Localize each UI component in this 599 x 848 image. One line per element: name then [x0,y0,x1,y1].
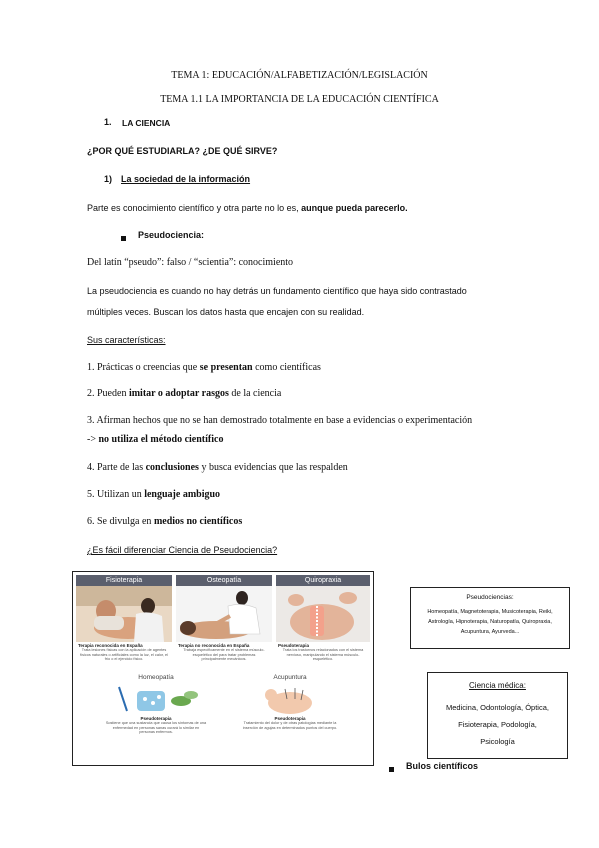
title-line-1: TEMA 1: EDUCACIÓN/ALFABETIZACIÓN/LEGISLACIÓN [171,70,428,81]
characteristics-heading: Sus características: [87,335,166,345]
ciencia-medica-box [427,672,568,759]
osteopathy-image [176,586,272,642]
card-fisioterapia-title: Fisioterapia [76,575,172,586]
card-quiropraxia-caption: Pseudoterapia [278,643,310,648]
ciencia-medica-line-3: Psicología [480,737,515,746]
pseudociencias-line-2: Astrología, Hipnoterapia, Naturopatía, Quiropraxia, [428,619,552,625]
card-acupuntura [235,674,345,730]
characteristic-4-pre: 4. Parte de las [87,462,146,473]
characteristic-4 [87,462,348,473]
characteristic-6-pre: 6. Se divulga en [87,516,154,527]
massage-image [76,586,172,642]
ciencia-medica-line-1: Medicina, Odontología, Óptica, [446,703,549,712]
characteristic-5-bold: lenguaje ambiguo [144,489,221,500]
card-homeopatia-title: Homeopatía [138,674,174,681]
subsection-title: La sociedad de la información [121,174,251,184]
title-line-2: TEMA 1.1 LA IMPORTANCIA DE LA EDUCACIÓN CIENTÍFICA [160,94,439,105]
card-acupuntura-caption: Pseudoterapia [274,716,306,721]
characteristic-5-pre: 5. Utilizan un [87,489,145,500]
characteristic-1 [87,362,321,373]
card-osteopatia-caption: Terapia no reconocida en España [178,643,250,648]
characteristic-2-post: de la ciencia [228,388,282,399]
characteristic-4-post: y busca evidencias que las respalden [198,462,348,473]
characteristic-6-bold: medios no científicos [153,516,243,527]
paragraph-2-line-2: múltiples veces. Buscan los datos hasta que encajen con su realidad. [87,307,365,317]
paragraph-2-line-1: La pseudociencia es cuando no hay detrás un fundamento científico que haya sido contrastado [87,286,467,296]
card-quiropraxia-title: Quiropraxia [276,575,370,586]
characteristic-3-arrow: -> [87,434,99,445]
bullet-icon-2 [389,767,394,772]
question-heading: ¿POR QUÉ ESTUDIARLA? ¿DE QUÉ SIRVE? [87,146,278,156]
paragraph-1-plain: Parte es conocimiento científico y otra parte no lo es, [87,203,302,213]
subsection-number: 1) [104,174,113,184]
latin-origin: Del latín “pseudo”: falso / “scientia”: conocimiento [87,257,294,268]
card-fisioterapia-caption: Terapia reconocida en España [78,643,143,648]
card-homeopatia-caption: Pseudoterapia [140,716,172,721]
characteristic-3-line-1: 3. Afirman hechos que no se han demostrado totalmente en base a evidencias o experimentación [87,415,473,426]
card-quiropraxia-desc: Trata los trastornos relacionados con el sistema nervioso, manipulando el sistema músculo-esquelético. [282,648,364,662]
card-acupuntura-title: Acupuntura [273,674,307,681]
section-title: LA CIENCIA [122,118,171,128]
chiropractic-image [276,586,370,642]
paragraph-1 [87,203,408,213]
section-number: 1. [104,117,112,127]
ciencia-medica-title: Ciencia médica: [469,681,526,690]
paragraph-1-bold: aunque pueda parecerlo. [301,203,408,213]
characteristic-1-pre: 1. Prácticas o creencias que [87,362,200,373]
ciencia-medica-line-2: Fisioterapia, Podología, [458,720,537,729]
difference-heading: ¿Es fácil diferenciar Ciencia de Pseudociencia? [87,545,278,555]
card-homeopatia-desc: Sostiene que una sustancia que causa los síntomas de una enfermedad en personas sanas curará lo similar en personas enfermos. [105,721,207,735]
acupuncture-image [235,683,345,715]
bullet-bulos: Bulos científicos [406,761,479,771]
card-fisioterapia-desc: Trata lesiones físicas con la aplicación de agentes físicos naturales o artificiales como la luz, el calor, el frío o el ejercicio físico. [80,648,168,662]
characteristic-2-pre: 2. Pueden [87,388,129,399]
characteristic-1-post: como científicas [252,362,321,373]
card-homeopatia [101,674,211,735]
bullet-icon [121,236,126,241]
card-osteopatia [176,575,272,662]
characteristic-3-bold: no utiliza el método científico [98,434,224,445]
pseudociencias-box [410,587,570,649]
card-osteopatia-desc: Trabaja específicamente en el sistema músculo-esquelético del para tratar problemas principalmente mecánicos. [183,648,265,662]
characteristic-6 [87,516,242,527]
pseudociencias-line-3: Acupuntura, Ayurveda... [460,629,520,635]
pseudociencias-line-1: Homeopatía, Magnetoterapia, Musicoterapia, Reiki, [427,609,553,615]
card-osteopatia-title: Osteopatía [176,575,272,586]
characteristic-5 [87,489,220,500]
characteristic-2-bold: imitar o adoptar rasgos [128,388,229,399]
bullet-pseudociencia: Pseudociencia: [138,230,205,240]
pseudociencias-title: Pseudociencias: [466,594,514,601]
characteristic-4-bold: conclusiones [145,462,199,473]
card-fisioterapia [76,575,172,662]
card-acupuntura-desc: Tratamiento del dolor y de otras patologías mediante la inserción de agujas en determinados puntos del cuerpo. [242,721,338,730]
characteristic-1-bold: se presentan [199,362,253,373]
card-quiropraxia [276,575,370,662]
characteristic-2 [87,388,281,399]
therapies-infographic [72,571,374,766]
homeopathy-image [101,683,211,715]
characteristic-3-line-2 [87,434,223,445]
